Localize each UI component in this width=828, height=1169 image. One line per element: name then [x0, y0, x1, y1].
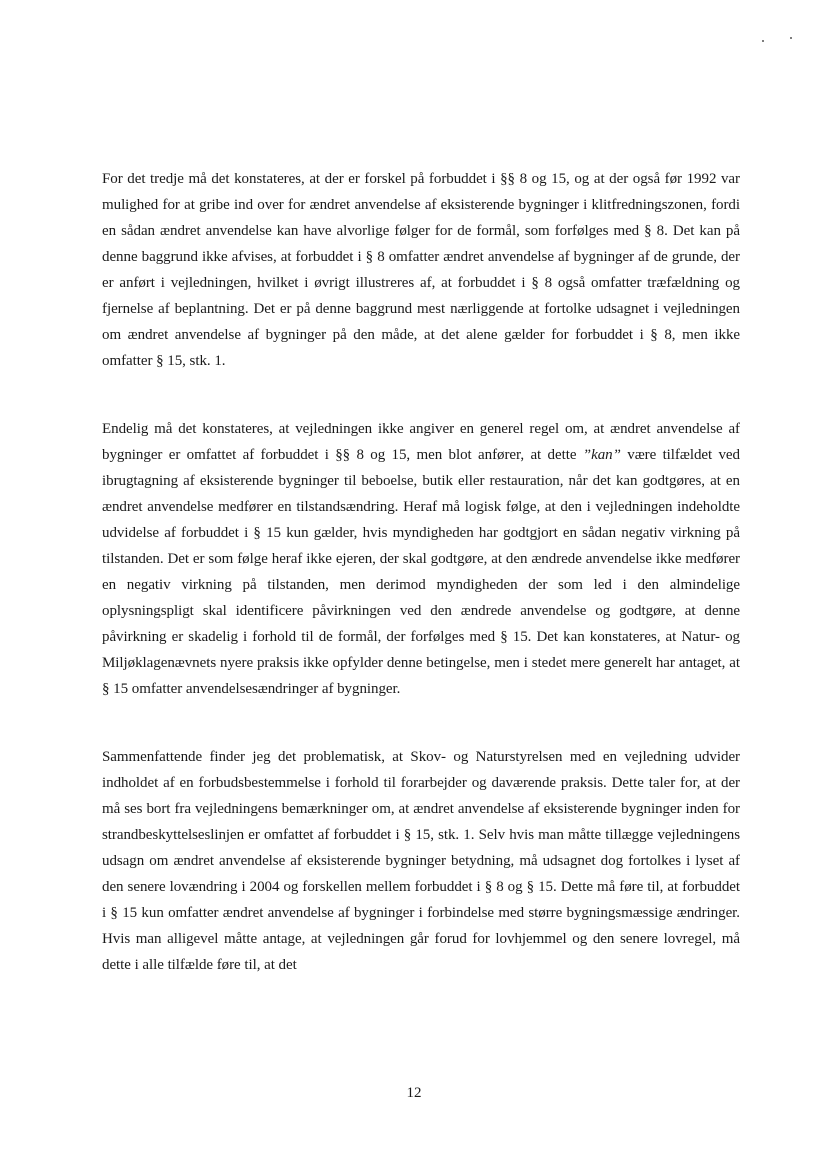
- scan-speck: [762, 40, 764, 42]
- paragraph-2: [102, 416, 740, 702]
- paragraph-2-part-1: Endelig må det konstateres, at vejledningen ikke angiver en generel regel om, at ændret anvendelse af bygninger er omfattet af forbuddet i §§ 8 og 15, men blot anfører, at dette: [102, 421, 740, 463]
- paragraph-3: Sammenfattende finder jeg det problematisk, at Skov- og Naturstyrelsen med en vejledning udvider indholdet af en forbudsbestemmelse i forhold til forarbejder og daværende praksis. Dette taler for, at der må ses bort fra vejledningens bemærkninger om, at ændret anvendelse af eksisterende bygninger inden for strandbeskyttelseslinjen er omfattet af forbuddet i § 15, stk. 1. Selv hvis man måtte tillægge vejledningens udsagn om ændret anvendelse af eksisterende bygninger betydning, må udsagnet dog fortolkes i lyset af den senere lovændring i 2004 og forskellen mellem forbuddet i § 8 og § 15. Dette må føre til, at forbuddet i § 15 kun omfatter ændret anvendelse af bygninger i forbindelse med større bygningsmæssige ændringer. Hvis man alligevel måtte antage, at vejledningen går forud for lovhjemmel og den senere lovregel, må dette i alle tilfælde føre til, at det: [102, 749, 740, 973]
- scan-speck: [790, 37, 792, 39]
- page-number: 12: [406, 1085, 422, 1101]
- paragraph-2-part-2: være tilfældet ved ibrugtagning af eksisterende bygninger til beboelse, butik eller restauration, når det kan godtgøres, at en ændret anvendelse medfører en tilstandsændring. Heraf må logisk følge, at den i vejledningen indeholdte udvidelse af forbuddet i § 15 kun gælder, hvis myndigheden har godtgjort en sådan negativ virkning på tilstanden. Det er som følge heraf ikke ejeren, der skal godtgøre, at den ændrede anvendelse ikke medfører en negativ virkning på tilstanden, men derimod myndigheden der som led i den almindelige oplysningspligt skal identificere påvirkningen ved den ændrede anvendelse og godtgøre, at denne påvirkning er skadelig i forhold til de formål, der forfølges med § 15. Det kan konstateres, at Natur- og Miljøklagenævnets nyere praksis ikke opfylder denne betingelse, men i stedet mere generelt har antaget, at § 15 omfatter anvendelsesændringer af bygninger.: [102, 447, 740, 697]
- emphasis-kan: ”kan”: [582, 447, 621, 463]
- body-text: [102, 166, 740, 1020]
- paragraph-1: For det tredje må det konstateres, at der er forskel på forbuddet i §§ 8 og 15, og at der også før 1992 var mulighed for at gribe ind over for ændret anvendelse af eksisterende bygninger i klitfredningszonen, fordi en sådan ændret anvendelse kan have alvorlige følger for de formål, som forfølges med § 8. Det kan på denne baggrund ikke afvises, at forbuddet i § 8 omfatter ændret anvendelse af bygninger af de grunde, der er anført i vejledningen, hvilket i øvrigt illustreres af, at forbuddet i § 8 også omfatter træfældning og fjernelse af beplantning. Det er på denne baggrund mest nærliggende at fortolke udsagnet i vejledningen om ændret anvendelse af bygninger på den måde, at det alene gælder for forbuddet i § 8, men ikke omfatter § 15, stk. 1.: [102, 171, 740, 369]
